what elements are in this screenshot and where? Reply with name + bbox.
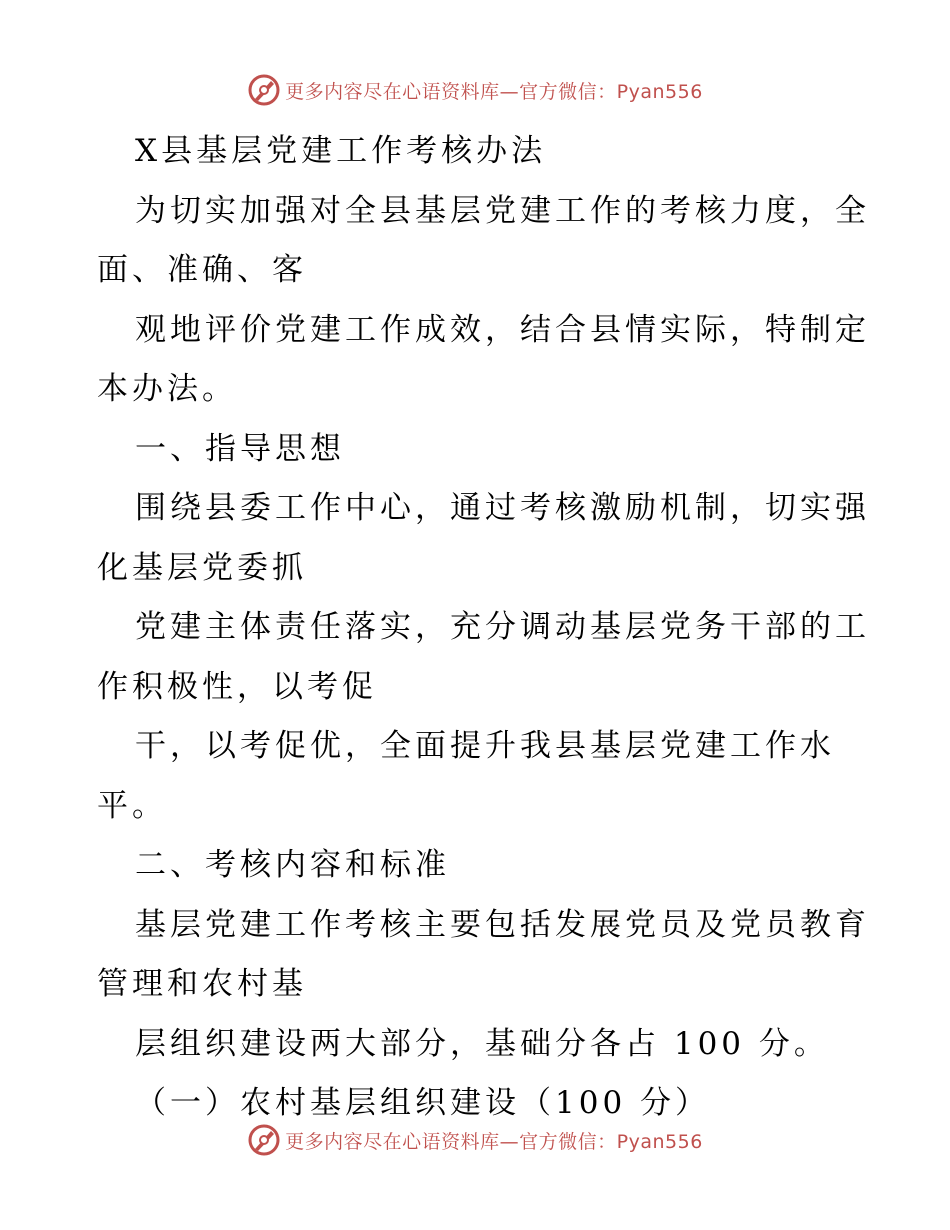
doc-line: 为切实加强对全县基层党建工作的考核力度，全 bbox=[135, 192, 870, 229]
doc-line: 干，以考促优，全面提升我县基层党建工作水 bbox=[135, 728, 835, 764]
quill-logo-icon bbox=[247, 1123, 281, 1157]
doc-line: 化基层党委抓 bbox=[97, 549, 307, 586]
doc-line: 党建主体责任落实，充分调动基层党务干部的工 bbox=[135, 609, 870, 645]
doc-line: 基层党建工作考核主要包括发展党员及党员教育 bbox=[135, 906, 870, 943]
doc-line: 观地评价党建工作成效，结合县情实际，特制定 bbox=[135, 311, 870, 348]
doc-line: 作积极性，以考促 bbox=[97, 668, 377, 705]
watermark-footer bbox=[0, 1120, 950, 1160]
watermark-header bbox=[0, 70, 950, 110]
doc-line: 本办法。 bbox=[97, 371, 237, 407]
quill-logo-icon bbox=[247, 73, 281, 107]
doc-line: 面、准确、客 bbox=[97, 252, 307, 288]
doc-title: X县基层党建工作考核办法 bbox=[135, 133, 547, 169]
doc-line: 围绕县委工作中心，通过考核激励机制，切实强 bbox=[135, 490, 870, 526]
doc-line: 管理和农村基 bbox=[97, 966, 307, 1002]
section-heading: 一、指导思想 bbox=[135, 430, 345, 467]
watermark-text: 更多内容尽在心语资料库—官方微信：Pyan556 bbox=[285, 80, 703, 103]
watermark-text: 更多内容尽在心语资料库—官方微信：Pyan556 bbox=[285, 1130, 703, 1153]
doc-line: 平。 bbox=[97, 787, 167, 824]
subsection-heading: （一）农村基层组织建设（100 分） bbox=[135, 1085, 711, 1121]
section-heading: 二、考核内容和标准 bbox=[135, 847, 450, 883]
document-body bbox=[97, 122, 870, 1134]
doc-line: 层组织建设两大部分，基础分各占 100 分。 bbox=[135, 1025, 829, 1062]
